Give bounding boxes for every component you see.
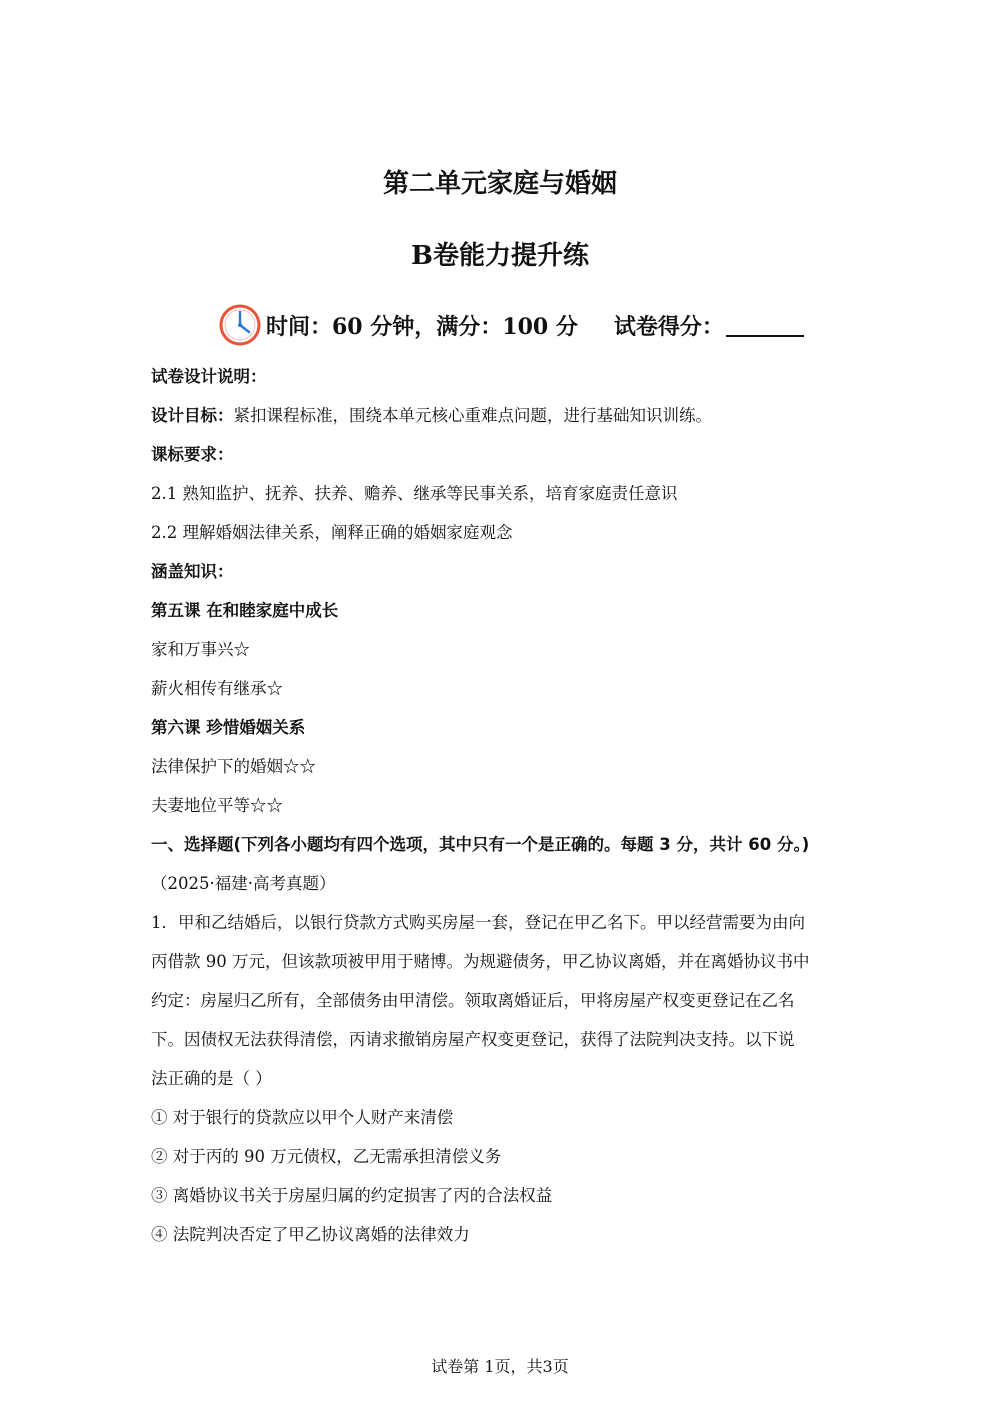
design-heading: 试卷设计说明： [151,367,267,386]
score-label: 试卷得分： [613,313,724,340]
question-option: ① 对于银行的贷款应以甲个人财产来清偿 [151,1108,454,1127]
question-option: ③ 离婚协议书关于房屋归属的约定损害了丙的合法权益 [151,1186,553,1205]
page-footer: 试卷第 1页，共3页 [431,1357,569,1376]
lesson-item: 法律保护下的婚姻☆☆ [151,757,316,776]
lesson-item: 家和万事兴☆ [151,640,250,659]
question-text-line: 1．甲和乙结婚后，以银行贷款方式购买房屋一套，登记在甲乙名下。甲以经营需要为由向 [151,913,805,932]
knowledge-label: 涵盖知识： [151,562,234,581]
design-goal [151,405,712,427]
page-title: 第二单元家庭与婚姻 [382,169,617,199]
question-option: ② 对于丙的 90 万元债权，乙无需承担清偿义务 [151,1147,502,1166]
exam-info-bar [218,300,804,350]
question-option: ④ 法院判决否定了甲乙协议离婚的法律效力 [151,1225,470,1244]
lesson-title: 第五课 在和睦家庭中成长 [151,601,339,620]
page-subtitle: B卷能力提升练 [411,241,589,271]
score-blank [726,313,804,337]
lesson-item: 夫妻地位平等☆☆ [151,796,283,815]
time-and-score: 时间：60 分钟，满分：100 分 [266,313,578,340]
standard-item: 2.2 理解婚姻法律关系，阐释正确的婚姻家庭观念 [151,523,513,542]
lesson-item: 薪火相传有继承☆ [151,679,283,698]
question-text-line: 约定：房屋归乙所有，全部债务由甲清偿。领取离婚证后，甲将房屋产权变更登记在乙名 [151,991,795,1010]
question-source: （2025·福建·高考真题） [151,874,336,893]
section-heading: 一、选择题(下列各小题均有四个选项，其中只有一个是正确的。每题 3 分，共计 60 分。) [151,835,810,854]
lesson-title: 第六课 珍惜婚姻关系 [151,718,306,737]
goal-text: 紧扣课程标准，围绕本单元核心重难点问题，进行基础知识训练。 [233,406,712,425]
question-text-line: 下。因债权无法获得清偿，丙请求撤销房屋产权变更登记，获得了法院判决支持。以下说 [151,1030,795,1049]
question-text-line: 法正确的是（ ） [151,1069,272,1088]
goal-label: 设计目标： [151,406,234,425]
standard-item: 2.1 熟知监护、抚养、扶养、赡养、继承等民事关系，培育家庭责任意识 [151,484,678,503]
clock-icon [218,303,262,347]
standard-label: 课标要求： [151,445,234,464]
question-text-line: 丙借款 90 万元，但该款项被甲用于赌博。为规避债务，甲乙协议离婚，并在离婚协议书中 [151,952,810,971]
